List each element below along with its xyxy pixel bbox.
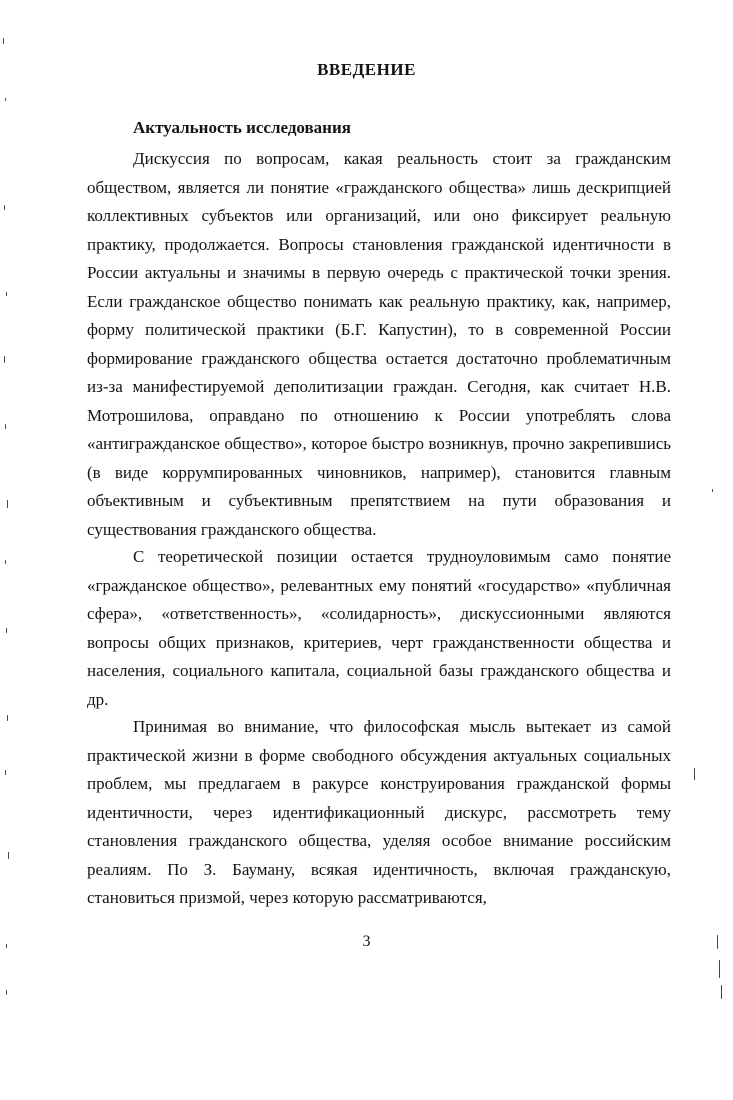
scan-speck [5,98,6,101]
chapter-heading: ВВЕДЕНИЕ [317,60,416,79]
scan-speck [6,292,7,296]
page-number: 3 [362,933,371,950]
section-subheading: Актуальность исследования [133,118,351,137]
scan-speck [4,356,5,363]
paragraph-2: С теоретической позиции остается трудноуловимым само понятие «гражданское общество», релевантных ему понятий «государство» «публичная сфера», «ответственность», «солидарность», дискуссионными являются вопросы общих признаков, критериев, черт гражданственности общества и населения, социального капитала, социальной базы гражданского общества и др. [87,547,671,709]
scan-speck [712,489,713,492]
scan-speck [717,935,718,949]
paragraph-1: Дискуссия по вопросам, какая реальность стоит за гражданским обществом, является ли понятие «гражданского общества» лишь дескрипцией коллективных субъектов или организаций, или оно фиксирует реальную практику, продолжается. Вопросы становления гражданской идентичности в России актуальны и значимы в первую очередь с практической точки зрения. Если гражданское общество понимать как реальную практику, как, например, форму политической практики (Б.Г. Капустин), то в современной России формирование гражданского общества остается достаточно проблематичным из-за манифестируемой деполитизации граждан. Сегодня, как считает Н.В. Мотрошилова, оправдано по отношению к России употреблять слова «антигражданское общество», которое быстро возникнув, прочно закрепившись (в виде коррумпированных чиновников, например), становится главным объективным и субъективным препятствием на пути образования и существования гражданского общества. [87,149,671,539]
scan-speck [6,990,7,995]
scan-speck [5,770,6,775]
scan-speck [8,852,9,859]
scan-speck [721,985,722,999]
scan-speck [3,38,4,44]
paragraph-3: Принимая во внимание, что философская мысль вытекает из самой практической жизни в форме свободного обсуждения актуальных социальных проблем, мы предлагаем в ракурсе конструирования гражданской формы идентичности, через идентификационный дискурс, рассмотреть тему становления гражданского общества, уделяя особое внимание российским реалиям. По З. Бауману, всякая идентичность, включая гражданскую, становиться призмой, через которую рассматриваются, [87,717,671,907]
scan-speck [4,205,5,210]
scan-speck [719,960,720,978]
scan-speck [5,424,6,429]
scan-speck [6,944,7,948]
scan-speck [7,500,8,508]
scan-speck [6,628,7,633]
scan-speck [7,715,8,721]
scan-speck [694,768,695,780]
scan-speck [5,560,6,564]
